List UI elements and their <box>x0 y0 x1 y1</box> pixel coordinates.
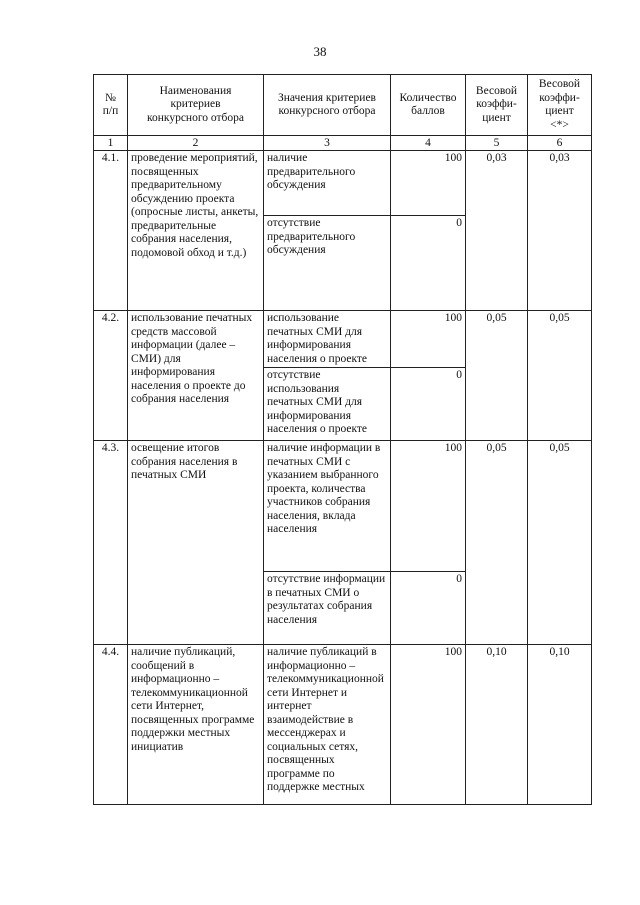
header-text: Весовой коэффи- циент <box>475 84 518 124</box>
header-criterion <box>128 75 264 136</box>
score-cell: 0 <box>391 368 466 441</box>
column-number: 1 <box>94 136 128 151</box>
criteria-table <box>93 74 592 805</box>
table-row <box>94 441 592 572</box>
criterion-cell: наличие публикаций, сообщений в информационно – телекоммуникационной сети Интернет, посвященных программе поддержки местных инициатив <box>128 645 264 805</box>
table-row <box>94 645 592 805</box>
column-number: 2 <box>128 136 264 151</box>
header-num <box>94 75 128 136</box>
header-score <box>391 75 466 136</box>
criterion-cell: освещение итогов собрания населения в печатных СМИ <box>128 441 264 645</box>
header-weight <box>466 75 528 136</box>
header-text: № п/п <box>102 91 119 117</box>
criterion-cell: проведение мероприятий, посвященных предварительному обсуждению проекта (опросные листы, анкеты, предварительные собрания населения, подомовой обход и т.д.) <box>128 151 264 311</box>
row-number: 4.2. <box>94 311 128 441</box>
table-row <box>94 151 592 216</box>
value-cell: наличие предварительного обсуждения <box>264 151 391 216</box>
header-text: Количество баллов <box>399 91 457 117</box>
score-cell: 0 <box>391 216 466 311</box>
weight-star-cell: 0,03 <box>528 151 592 311</box>
score-cell: 100 <box>391 441 466 572</box>
column-number: 3 <box>264 136 391 151</box>
weight-cell: 0,10 <box>466 645 528 805</box>
weight-star-cell: 0,10 <box>528 645 592 805</box>
weight-cell: 0,05 <box>466 311 528 441</box>
weight-cell: 0,05 <box>466 441 528 645</box>
header-text: Наименования критериев конкурсного отбора <box>147 84 244 124</box>
score-cell: 100 <box>391 645 466 805</box>
row-number: 4.4. <box>94 645 128 805</box>
header-values <box>264 75 391 136</box>
criterion-cell: использование печатных средств массовой информации (далее – СМИ) для информирования населения о проекте до собрания населения <box>128 311 264 441</box>
value-cell: отсутствие информации в печатных СМИ о результатах собрания населения <box>264 572 391 645</box>
header-text: Весовой коэффи- циент <*> <box>538 78 581 131</box>
column-number-row <box>94 136 592 151</box>
score-cell: 100 <box>391 311 466 368</box>
row-number: 4.3. <box>94 441 128 645</box>
value-cell: отсутствие использования печатных СМИ для информирования населения о проекте <box>264 368 391 441</box>
column-number: 4 <box>391 136 466 151</box>
value-cell: использование печатных СМИ для информирования населения о проекте <box>264 311 391 368</box>
score-cell: 0 <box>391 572 466 645</box>
header-weight-star <box>528 75 592 136</box>
page-number: 38 <box>313 44 327 59</box>
header-text: Значения критериев конкурсного отбора <box>278 91 376 117</box>
table-row <box>94 311 592 368</box>
value-cell: наличие информации в печатных СМИ с указанием выбранного проекта, количества участников собрания населения, вклада населения <box>264 441 391 572</box>
header-row <box>94 75 592 136</box>
score-cell: 100 <box>391 151 466 216</box>
column-number: 5 <box>466 136 528 151</box>
weight-cell: 0,03 <box>466 151 528 311</box>
weight-star-cell: 0,05 <box>528 441 592 645</box>
row-number: 4.1. <box>94 151 128 311</box>
value-cell: наличие публикаций в информационно – телекоммуникационной сети Интернет и интернет взаимодействие в мессенджерах и социальных сетях, посвященных программе по поддержке местных <box>264 645 391 805</box>
column-number: 6 <box>528 136 592 151</box>
value-cell: отсутствие предварительного обсуждения <box>264 216 391 311</box>
weight-star-cell: 0,05 <box>528 311 592 441</box>
